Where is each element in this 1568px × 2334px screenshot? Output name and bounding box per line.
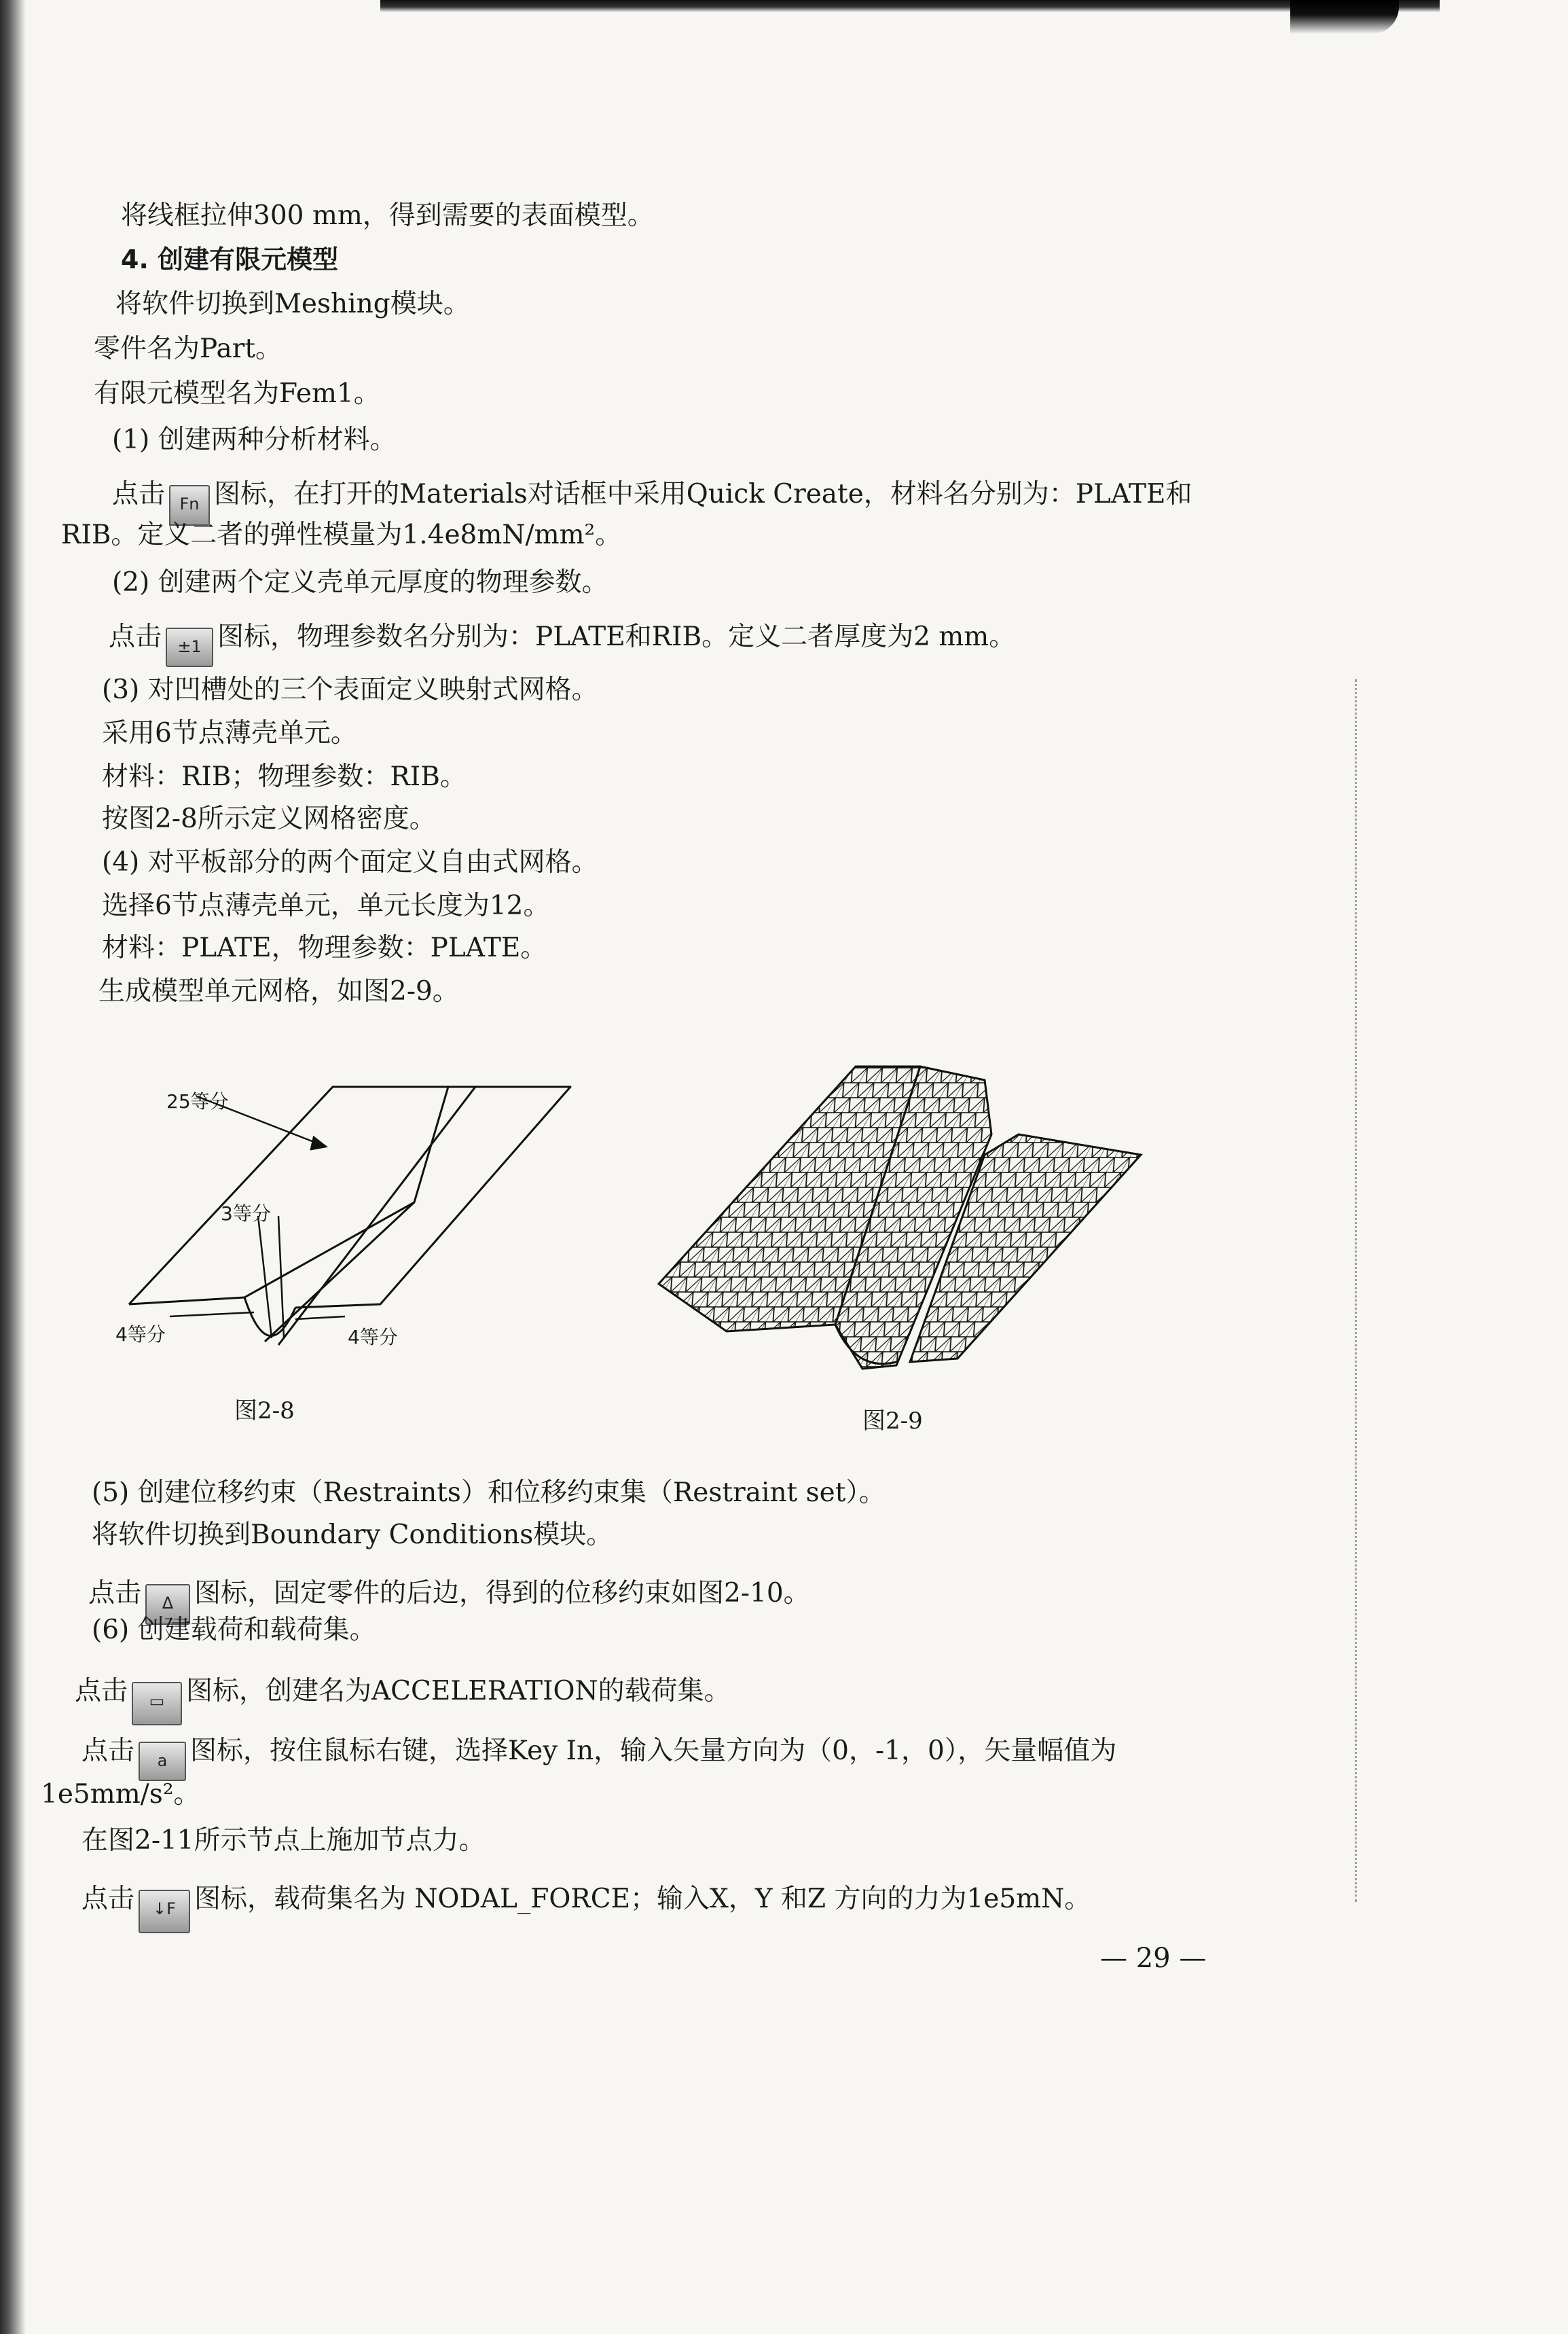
physical-property-icon: ±1 [166, 628, 213, 667]
text-line: (2) 创建两个定义壳单元厚度的物理参数。 [112, 567, 608, 598]
text-line: 材料：RIB；物理参数：RIB。 [102, 761, 467, 792]
text-span: 点击 [88, 1578, 142, 1609]
materials-icon: Fn [169, 485, 210, 526]
load-set-icon: ▭ [132, 1682, 182, 1725]
text-line: 选择6节点薄壳单元，单元长度为12。 [102, 891, 550, 921]
text-span: 点击 [112, 479, 166, 509]
nodal-force-icon: ↓F [139, 1890, 190, 1933]
text-line [109, 618, 1015, 667]
text-line: 将软件切换到Meshing模块。 [115, 289, 470, 319]
text-line: 按图2-8所示定义网格密度。 [102, 804, 436, 834]
scan-shadow-left [0, 0, 26, 2334]
text-line: RIB。定义二者的弹性模量为1.4e8mN/mm²。 [61, 520, 622, 550]
acceleration-icon: a [139, 1742, 186, 1781]
scan-shadow-corner [1290, 0, 1399, 34]
groove-line-a [265, 1202, 414, 1342]
left-plate [129, 1087, 448, 1304]
text-line: 零件名为Part。 [94, 334, 282, 364]
label-4-divisions-right: 4等分 [348, 1326, 398, 1348]
page-number: — 29 — [1100, 1943, 1207, 1974]
text-line: 生成模型单元网格，如图2-9。 [98, 976, 459, 1007]
text-span: 图标，在打开的Materials对话框中采用Quick Create，材料名分别为：PLATE和 [214, 479, 1192, 509]
text-line: 材料：PLATE，物理参数：PLATE。 [102, 933, 547, 963]
label-4-divisions-left: 4等分 [115, 1323, 166, 1346]
text-span: 点击 [75, 1676, 128, 1706]
text-line [81, 1880, 1091, 1933]
text-line: (4) 对平板部分的两个面定义自由式网格。 [102, 847, 598, 878]
text-span: 图标，载荷集名为 NODAL_FORCE；输入X，Y 和Z 方向的力为1e5mN。 [194, 1884, 1091, 1914]
restraint-icon: Δ [145, 1584, 190, 1625]
caption-figure-2-8: 图2-8 [234, 1397, 295, 1424]
text-span: 图标，固定零件的后边，得到的位移约束如图2-10。 [194, 1578, 810, 1609]
label-3-divisions: 3等分 [221, 1202, 271, 1225]
text-line: 采用6节点薄壳单元。 [102, 718, 357, 749]
text-span: 点击 [109, 622, 162, 652]
scan-shadow-top [380, 0, 1440, 12]
text-span: 图标，创建名为ACCELERATION的载荷集。 [186, 1676, 731, 1706]
label-25-divisions: 25等分 [166, 1090, 229, 1113]
scan-edge-right [1355, 679, 1370, 1902]
text-span: 点击 [81, 1884, 135, 1914]
figure-2-9-mesh [652, 1053, 1161, 1372]
text-line [75, 1672, 731, 1725]
text-line: (1) 创建两种分析材料。 [112, 425, 397, 455]
groove-line-b [278, 1087, 475, 1345]
text-line [81, 1732, 1116, 1781]
text-line: 将线框拉伸300 mm，得到需要的表面模型。 [121, 200, 654, 231]
text-span: 图标，物理参数名分别为：PLATE和RIB。定义二者厚度为2 mm。 [217, 622, 1016, 652]
text-line: 在图2-11所示节点上施加节点力。 [81, 1825, 486, 1856]
text-line: (6) 创建载荷和载荷集。 [92, 1615, 376, 1645]
text-line: (3) 对凹槽处的三个表面定义映射式网格。 [102, 675, 598, 705]
text-line: 将软件切换到Boundary Conditions模块。 [92, 1520, 613, 1550]
text-line: 1e5mm/s²。 [41, 1779, 200, 1810]
text-span: 图标，按住鼠标右键，选择Key In，输入矢量方向为（0，-1，0），矢量幅值为 [190, 1736, 1117, 1766]
text-line: (5) 创建位移约束（Restraints）和位移约束集（Restraint set）。 [92, 1477, 886, 1508]
section-heading: 4. 创建有限元模型 [121, 245, 339, 274]
text-span: 点击 [81, 1736, 135, 1766]
caption-figure-2-9: 图2-9 [862, 1407, 923, 1435]
text-line: 有限元模型名为Fem1。 [94, 378, 380, 409]
